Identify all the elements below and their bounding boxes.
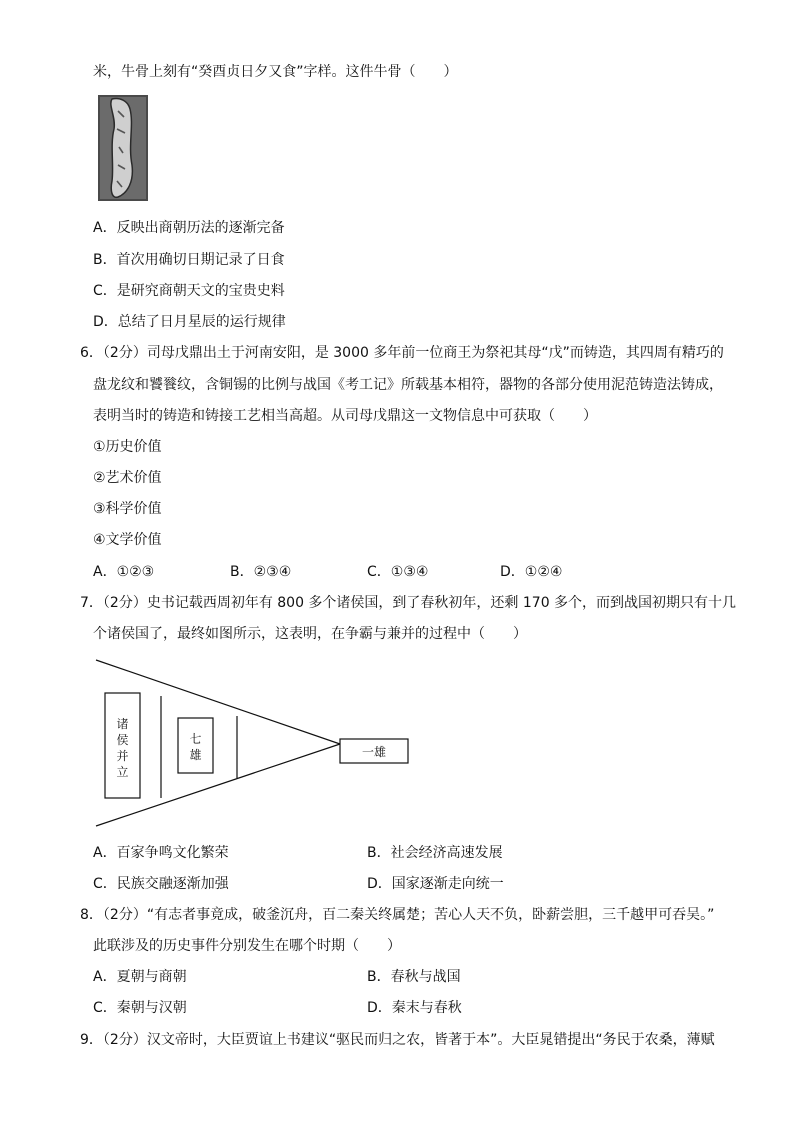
q6-item-4: ④文学价值 — [93, 532, 162, 548]
q6-item-1: ①历史价值 — [93, 439, 162, 455]
unification-diagram — [90, 656, 420, 830]
box2-char: 七 — [189, 732, 202, 746]
q7-option-d[interactable]: D．国家逐渐走向统一 — [367, 876, 504, 892]
q8-option-d[interactable]: D．秦末与春秋 — [367, 1000, 462, 1016]
q6-item-3: ③科学价值 — [93, 501, 162, 517]
box1-char: 诸 — [116, 717, 129, 731]
q6-stem-line-3: 表明当时的铸造和铸接工艺相当高超。从司母戊鼎这一文物信息中可获取（ ） — [93, 408, 597, 424]
q6-stem-line-1: 6．（2分）司母戊鼎出土于河南安阳，是 3000 多年前一位商王为祭祀其母“戊”而铸造，其四周有精巧的 — [80, 345, 724, 361]
q5-option-c[interactable]: C．是研究商朝天文的宝贵史料 — [93, 283, 285, 299]
q6-option-d[interactable]: D．①②④ — [500, 564, 563, 580]
q8-stem-line-2: 此联涉及的历史事件分别发生在哪个时期（ ） — [93, 938, 401, 954]
q6-option-b[interactable]: B．②③④ — [230, 564, 292, 580]
q8-option-b[interactable]: B．春秋与战国 — [367, 969, 461, 985]
q6-item-2: ②艺术价值 — [93, 470, 162, 486]
q7-option-a[interactable]: A．百家争鸣文化繁荣 — [93, 845, 229, 861]
q8-option-a[interactable]: A．夏朝与商朝 — [93, 969, 187, 985]
q9-stem-line-1: 9．（2分）汉文帝时，大臣贾谊上书建议“驱民而归之农，皆著于本”。大臣晁错提出“务民于农桑，薄赋 — [80, 1032, 715, 1048]
q5-option-d[interactable]: D．总结了日月星辰的运行规律 — [93, 314, 286, 330]
q6-stem-line-2: 盘龙纹和饕餮纹，含铜锡的比例与战国《考工记》所载基本相符，器物的各部分使用泥范铸造法铸成， — [93, 377, 723, 393]
q7-option-c[interactable]: C．民族交融逐渐加强 — [93, 876, 229, 892]
q5-option-b[interactable]: B．首次用确切日期记录了日食 — [93, 252, 285, 268]
q8-stem-line-1: 8．（2分）“有志者事竟成，破釜沉舟，百二秦关终属楚；苦心人天不负，卧薪尝胆，三千越甲可吞吴。” — [80, 907, 715, 923]
box1-char: 并 — [116, 749, 129, 763]
q5-option-a[interactable]: A．反映出商朝历法的逐渐完备 — [93, 220, 285, 236]
box3-text: 一雄 — [361, 745, 387, 759]
q7-option-b[interactable]: B．社会经济高速发展 — [367, 845, 503, 861]
oracle-bone-image — [98, 95, 148, 201]
box2-char: 雄 — [189, 748, 202, 762]
q8-option-c[interactable]: C．秦朝与汉朝 — [93, 1000, 187, 1016]
q6-option-c[interactable]: C．①③④ — [367, 564, 429, 580]
q7-stem-line-1: 7．（2分）史书记载西周初年有 800 多个诸侯国，到了春秋初年，还剩 170 多个，而到战国初期只有十几 — [80, 595, 737, 611]
box1-char: 侯 — [116, 733, 129, 747]
q7-stem-line-2: 个诸侯国了，最终如图所示，这表明，在争霸与兼并的过程中（ ） — [93, 626, 527, 642]
q6-option-a[interactable]: A．①②③ — [93, 564, 155, 580]
q5-stem: 米，牛骨上刻有“癸酉贞日夕又食”字样。这件牛骨（ ） — [93, 64, 458, 80]
box1-char: 立 — [116, 765, 129, 779]
